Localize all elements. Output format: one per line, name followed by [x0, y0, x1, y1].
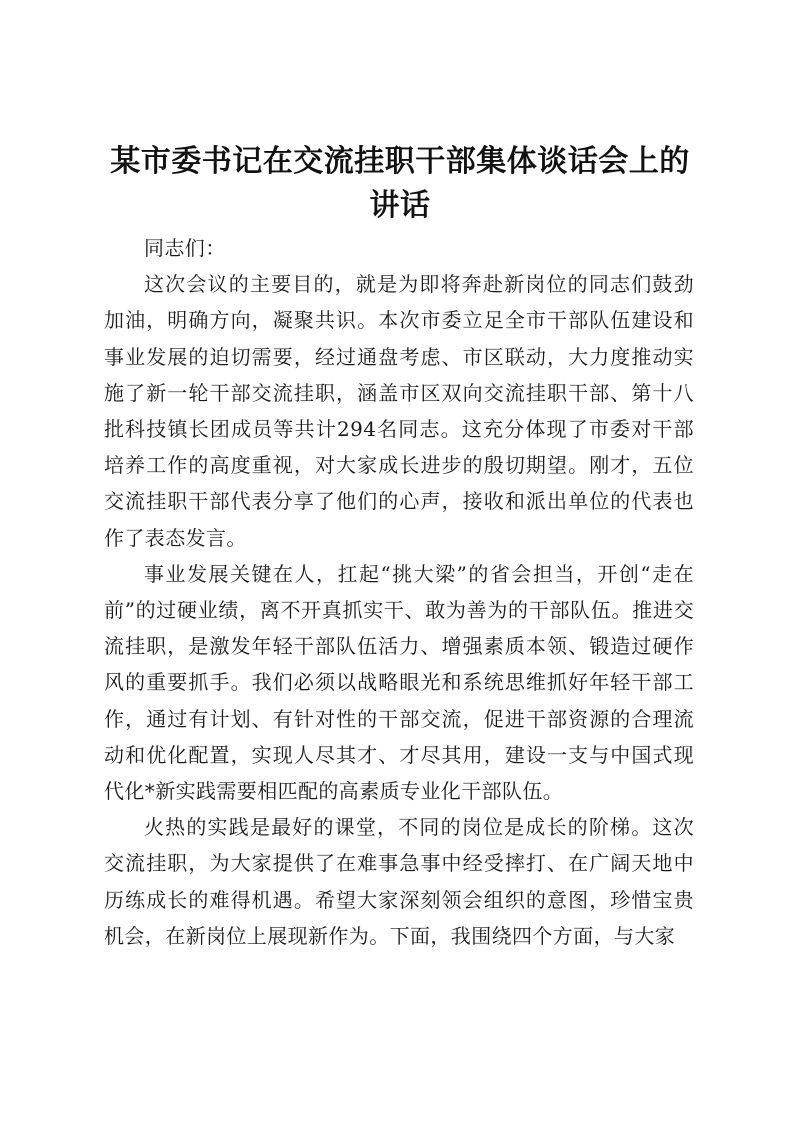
document-body: [104, 230, 694, 954]
document-title: 某市委书记在交流挂职干部集体谈话会上的讲话: [110, 144, 690, 223]
paragraph-3: 火热的实践是最好的课堂，不同的岗位是成长的阶梯。这次交流挂职，为大家提供了在难事急事中经受摔打、在广阔天地中历练成长的难得机遇。希望大家深刻领会组织的意图，珍惜宝贵机会，在新岗位上展现新作为。下面，我围绕四个方面，与大家: [104, 815, 694, 948]
paragraph-2: 事业发展关键在人，扛起“挑大梁”的省会担当，开创“走在前”的过硬业绩，离不开真抓实干、敢为善为的干部队伍。推进交流挂职，是激发年轻干部队伍活力、增强素质本领、锻造过硬作风的重要抓手。我们必须以战略眼光和系统思维抓好年轻干部工作，通过有计划、有针对性的干部交流，促进干部资源的合理流动和优化配置，实现人尽其才、才尽其用，建设一支与中国式现代化*新实践需要相匹配的高素质专业化干部队伍。: [104, 561, 694, 804]
paragraph-1: 这次会议的主要目的，就是为即将奔赴新岗位的同志们鼓劲加油，明确方向，凝聚共识。本次市委立足全市干部队伍建设和事业发展的迫切需要，经过通盘考虑、市区联动，大力度推动实施了新一轮干部交流挂职，涵盖市区双向交流挂职干部、第十八批科技镇长团成员等共计294名同志。这充分体现了市委对干部培养工作的高度重视，对大家成长进步的殷切期望。刚才，五位交流挂职干部代表分享了他们的心声，接收和派出单位的代表也作了表态发言。: [104, 272, 694, 550]
salutation: 同志们：: [144, 236, 226, 260]
